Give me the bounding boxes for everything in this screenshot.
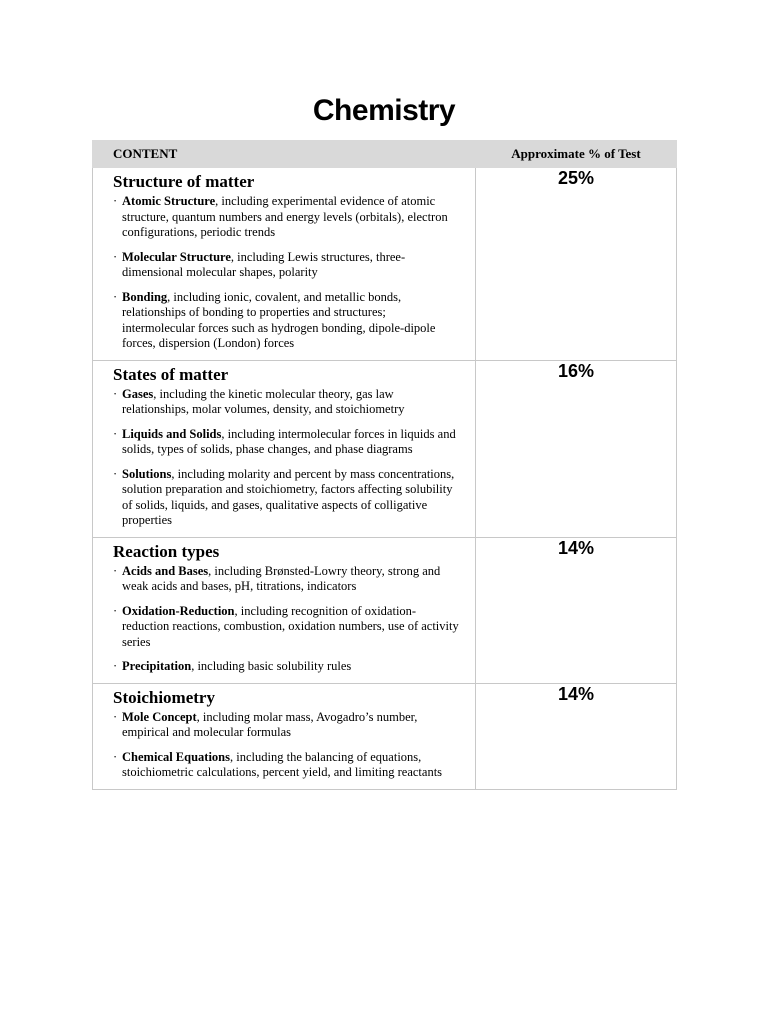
topic-description: , including Lewis structures, three-dimensional molecular shapes, polarity <box>122 249 406 279</box>
topic-name: Solutions <box>122 466 172 481</box>
topic-name: Oxidation-Reduction <box>122 603 235 618</box>
table-row <box>93 683 677 789</box>
content-table <box>92 140 677 790</box>
list-item <box>113 659 461 675</box>
section-content-cell <box>93 360 476 537</box>
topic-description: , including ionic, covalent, and metallic bonds, relationships of bonding to properties and structures; intermolecular forces such as hydrogen bonding, dipole-dipole forces, dispersion (London) forces <box>122 289 436 350</box>
list-item <box>113 750 461 781</box>
list-item <box>113 387 461 418</box>
topic-description: , including Brønsted-Lowry theory, strong and weak acids and bases, pH, titrations, indicators <box>122 563 441 593</box>
topic-name: Mole Concept <box>122 709 197 724</box>
content-column-header: CONTENT <box>93 141 476 168</box>
list-item <box>113 564 461 595</box>
page-title: Chemistry <box>312 94 456 127</box>
topic-name: Precipitation <box>122 659 192 673</box>
topic-description: , including molar mass, Avogadro’s number, empirical and molecular formulas <box>122 709 418 739</box>
section-percent: 14% <box>476 683 677 789</box>
bullet-icon: · <box>113 426 118 441</box>
topic-description: , including molarity and percent by mass concentrations, solution preparation and stoichiometry, factors affecting solubility of solids, liquids, and gases, qualitative aspects of colligative properties <box>122 466 455 527</box>
bullet-icon: · <box>113 603 118 618</box>
topic-name: Acids and Bases <box>122 563 209 578</box>
topic-list <box>113 387 461 529</box>
bullet-icon: · <box>113 563 118 578</box>
topic-name: Liquids and Solids <box>122 426 222 441</box>
bullet-icon: · <box>113 194 118 208</box>
table-row <box>93 168 677 361</box>
section-heading: Stoichiometry <box>113 687 215 707</box>
list-item <box>113 290 461 352</box>
section-percent: 16% <box>476 360 677 537</box>
topic-description: , including experimental evidence of atomic structure, quantum numbers and energy levels (orbitals), electron configurations, periodic trends <box>122 194 448 239</box>
topic-description: , including intermolecular forces in liquids and solids, types of solids, phase changes, and phase diagrams <box>122 426 456 456</box>
bullet-icon: · <box>113 749 118 764</box>
section-content-cell <box>93 683 476 789</box>
topic-description: , including the balancing of equations, stoichiometric calculations, percent yield, and limiting reactants <box>122 749 443 779</box>
bullet-icon: · <box>113 709 118 724</box>
section-percent: 14% <box>476 537 677 683</box>
topic-description: , including the kinetic molecular theory, gas law relationships, molar volumes, density, and stoichiometry <box>122 386 405 416</box>
topic-name: Bonding <box>122 289 168 304</box>
topic-list <box>113 194 461 352</box>
bullet-icon: · <box>113 289 118 304</box>
list-item <box>113 250 461 281</box>
section-heading: Structure of matter <box>113 172 255 191</box>
list-item <box>113 604 461 651</box>
topic-list <box>113 710 461 781</box>
topic-description: , including recognition of oxidation-reduction reactions, combustion, oxidation numbers, use of activity series <box>122 603 459 649</box>
section-percent: 25% <box>476 168 677 361</box>
list-item <box>113 194 461 241</box>
bullet-icon: · <box>113 249 118 264</box>
list-item <box>113 710 461 741</box>
topic-list <box>113 564 461 675</box>
section-content-cell <box>93 537 476 683</box>
bullet-icon: · <box>113 386 118 401</box>
bullet-icon: · <box>113 659 118 673</box>
table-header-row <box>93 141 677 168</box>
topic-name: Molecular Structure <box>122 249 231 264</box>
section-heading: States of matter <box>113 364 229 384</box>
topic-name: Atomic Structure <box>122 194 216 208</box>
table-row <box>93 537 677 683</box>
section-content-cell <box>93 168 476 361</box>
topic-name: Chemical Equations <box>122 749 231 764</box>
table-row <box>93 360 677 537</box>
list-item <box>113 427 461 458</box>
topic-description: , including basic solubility rules <box>191 659 352 673</box>
percent-column-header: Approximate % of Test <box>476 141 677 168</box>
topic-name: Gases <box>122 386 154 401</box>
section-heading: Reaction types <box>113 541 220 561</box>
bullet-icon: · <box>113 466 118 481</box>
list-item <box>113 467 461 529</box>
